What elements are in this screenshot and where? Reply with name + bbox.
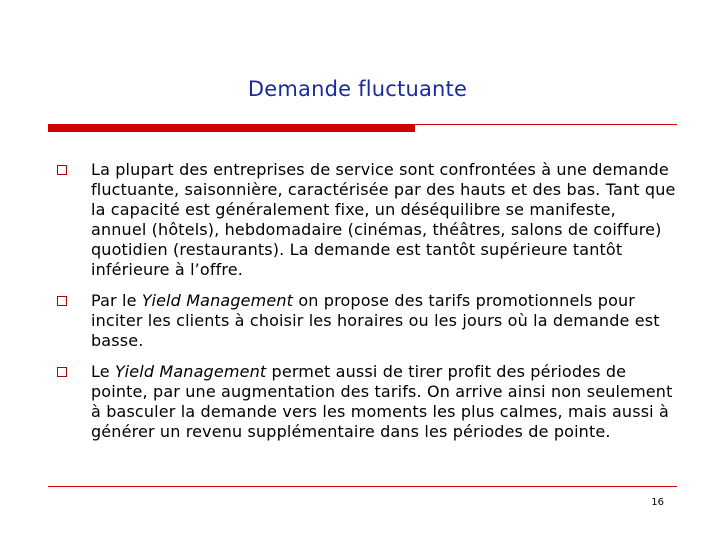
bullet-text: La plupart des entreprises de service sont confrontées à une demande fluctuante, saisonnière, caractérisée par des hauts et des bas. Tant que la capacité est généralement fixe, un déséquilibre se manifeste, annuel (hôtels), hebdomadaire (cinémas, théâtres, salons de coiffure) quotidien (restaurants). La demande est tantôt supérieure tantôt inférieure à l’offre. [91,160,676,279]
square-bullet-icon [57,296,67,306]
slide-title: Demande fluctuante [247,77,468,101]
bullet-item [56,291,676,351]
bullet-text: permet aussi de tirer profit des périodes de pointe, par une augmentation des tarifs. On arrive ainsi non seulement à basculer la demande vers les moments les plus calmes, mais aussi à générer un revenu supplémentaire dans les périodes de pointe. [91,362,673,441]
title-underline-thick [48,124,415,132]
footer-rule [48,486,677,487]
bullet-list [56,160,676,453]
title-underline-thin [415,124,677,125]
bullet-emphasis: Yield Management [115,362,267,381]
square-bullet-icon [57,165,67,175]
page-number: 16 [651,497,664,508]
bullet-item [56,362,676,442]
bullet-text: Par le [91,291,142,310]
bullet-text: Le [91,362,116,381]
bullet-emphasis: Yield Management [141,291,294,310]
square-bullet-icon [57,367,67,377]
bullet-item [56,160,676,280]
bullet-text: on propose des tarifs promotionnels pour inciter les clients à choisir les horaires ou les jours où la demande est basse. [91,291,660,350]
